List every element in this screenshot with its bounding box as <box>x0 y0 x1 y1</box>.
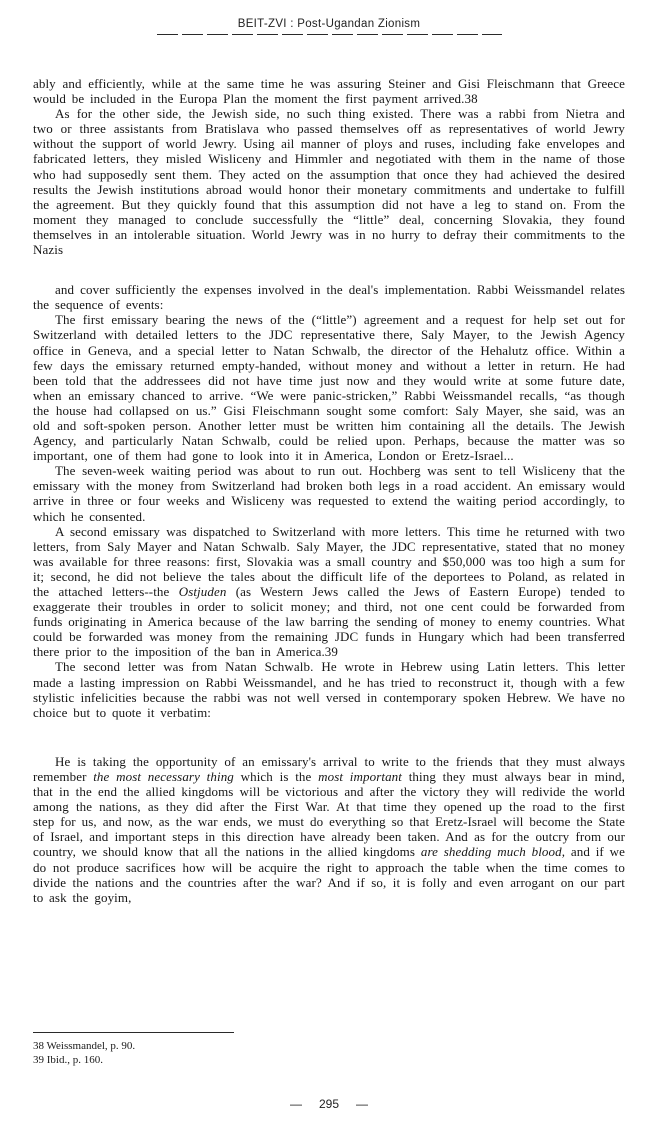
italic-text-run: Ostjuden <box>178 584 227 599</box>
italic-text-run: are shedding much blood, <box>420 844 566 860</box>
footnote-39: 39 Ibid., p. 160. <box>33 1053 103 1066</box>
text-run: As for the other side, the Jewish side, no such thing existed. There was a rabbi from Nietra and two or three assistants from Bratislava who passed themselves off as representatives of world Jewry without the support of world Jewry. Using ail manner of ploys and ruses, including fake envelopes and fabricated letters, they misled Wisliceny and Himmler and negotiated with them in the name of those who had supposedly sent them. They acted on the assumption that once they had achieved the desired results the Jewish institutions abroad would honor their monetary commitments and undertake to fulfill the agreement. But they quickly found that this assumption did not have a leg to stand on. From the moment they managed to conclude successfully the “little” deal, concerning Slovakia, they found themselves in an intolerable situation. World Jewry was in no hurry to defray their commitments to the Nazis <box>33 106 625 258</box>
text-run: He is taking the opportunity of an emissary's arrival to write to the friends that they must always remember <box>33 753 625 784</box>
paragraph <box>33 754 625 905</box>
paragraph <box>33 106 625 257</box>
text-run: which is the <box>233 768 319 784</box>
paragraph <box>33 312 625 463</box>
page-number <box>0 1097 658 1111</box>
header-rule <box>157 34 502 36</box>
italic-text-run: the most necessary thing <box>93 768 234 784</box>
page-number-value: 295 <box>318 1097 340 1111</box>
text-run: The second letter was from Natan Schwalb. He wrote in Hebrew using Latin letters. This letter made a lasting impression on Rabbi Weissmandel, and he has tried to reconstruct it, though with a few stylistic infelicities because the rabbi was not well versed in contemporary spoken Hebrew. We have no choice but to quote it verbatim: <box>33 659 625 720</box>
text-run: and if we do not produce sacrifices how will be acquire the right to approach the table when the time comes to divide the nations and the countries after the war? And if so, it is folly and even arrogant on our part to ask the goyim, <box>33 844 625 905</box>
page-number-right-dash: — <box>356 1097 369 1111</box>
paragraph <box>33 463 625 523</box>
text-run: and cover sufficiently the expenses involved in the deal's implementation. Rabbi Weissmandel relates the sequence of events: <box>33 282 625 313</box>
text-run: The first emissary bearing the news of the (“little”) agreement and a request for help set out for Switzerland with detailed letters to the JDC representative there, Saly Mayer, to the Jewish Agency office in Geneva, and a special letter to Natan Schwalb, the director of the Hehalutz office. Within a few days the emissary returned empty-handed, without money and without a letter in return. He had been told that the addressees did not have time just now and they would write at some future date, when an emissary chanced to arrive. “We were panic-stricken,” Rabbi Weissmandel recalls, “as though the house had collapsed on us.” Gisi Fleischmann sought some comfort: Saly Mayer, she said, was an old and soft-spoken person. Another letter must be written him containing all the details. The Jewish Agency, and particularly Natan Schwalb, could be relied upon. Perhaps, because the matter was so important, one of them had gone to look into it in America, London or Eretz-Israel... <box>33 312 625 464</box>
footnote-38: 38 Weissmandel, p. 90. <box>33 1040 136 1052</box>
paragraph <box>33 659 625 719</box>
text-run: thing they must always bear in mind, that in the end the allied kingdoms will be victorious and after the victory they will redivide the world among the nations, as they did after the First War. At that time they opened up the road to the first step for us, and now, as the war ends, we must do everything so that Eretz-Israel will become the State of Israel, and important steps in this direction have already been taken. And as for the outcry from our country, we should know that all the nations in the allied kingdoms <box>33 768 625 860</box>
paragraph <box>33 76 625 106</box>
footnote-rule <box>33 1032 234 1033</box>
running-header-title: BEIT-ZVI : Post-Ugandan Zionism <box>237 18 421 30</box>
paragraph <box>33 524 625 660</box>
text-run: ably and efficiently, while at the same time he was assuring Steiner and Gisi Fleischmann that Greece would be included in the Europa Plan the moment the first payment arrived.38 <box>33 76 625 107</box>
italic-text-run: most important <box>318 768 402 784</box>
text-run: A second emissary was dispatched to Switzerland with more letters. This time he returned with two letters, from Saly Mayer and Natan Schwalb. Saly Mayer, the JDC representative, stated that no money was available for three reasons: first, Slovakia was a small country and $50,000 was too high a sum for it; second, he did not believe the tales about the difficult life of the deportees to Poland, as related in the attached letters--the <box>33 523 625 599</box>
text-run: The seven-week waiting period was about to run out. Hochberg was sent to tell Wisliceny that the emissary with the money from Switzerland had broken both legs in a road accident. An emissary would arrive in three or four weeks and Wisliceny was requested to extend the waiting period accordingly, to which he consented. <box>33 463 625 524</box>
text-run: (as Western Jews called the Jews of Eastern Europe) tended to exaggerate their troubles in order to solicit money; and third, not one cent could be forwarded from funds originating in America because of the law barring the sending of money to enemy countries. What could be forwarded was money from the remaining JDC funds in Hungary which had been transferred there prior to the imposition of the ban in America.39 <box>33 584 625 660</box>
paragraph <box>33 282 625 312</box>
page-body <box>33 76 625 905</box>
footnotes-block <box>33 1040 135 1067</box>
page-number-left-dash: — <box>289 1097 302 1111</box>
